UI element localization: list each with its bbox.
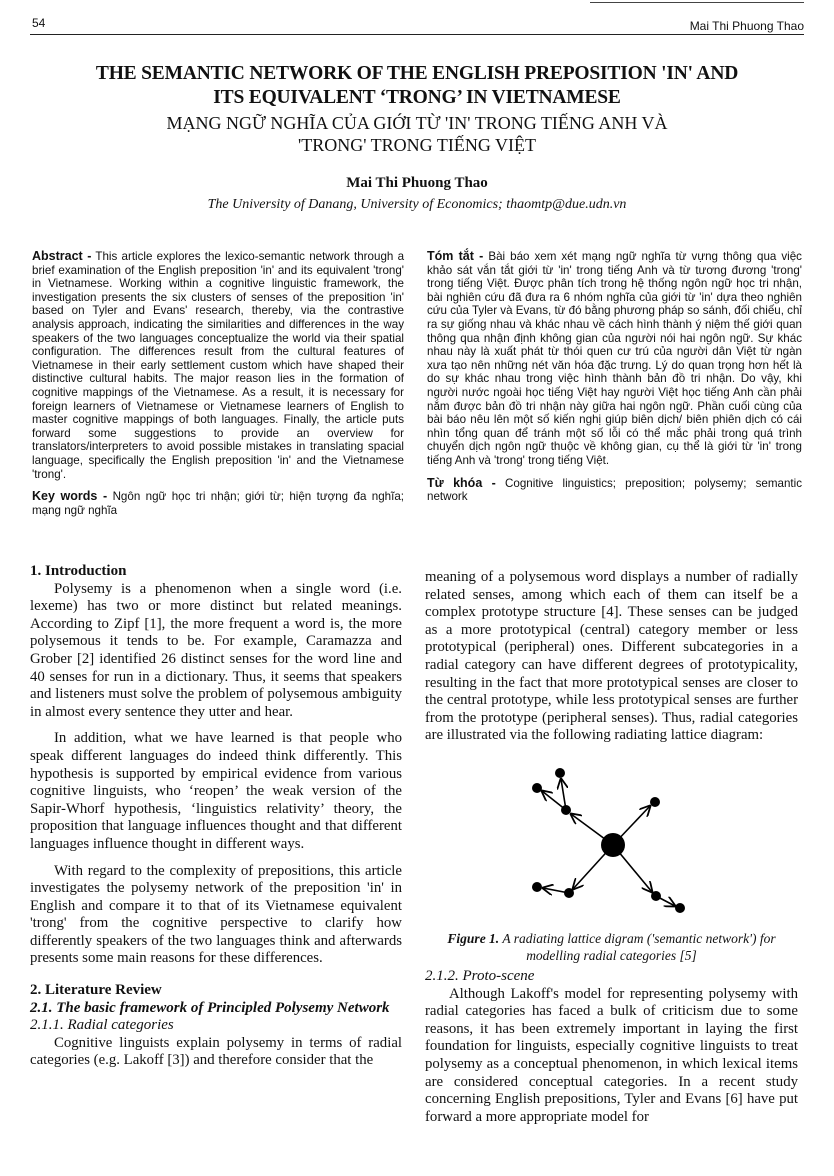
figure-label: Figure 1.: [447, 931, 500, 946]
running-author: Mai Thi Phuong Thao: [689, 19, 804, 33]
subsubsection-heading: 2.1.2. Proto-scene: [425, 968, 535, 984]
radiating-lattice-diagram: [500, 760, 730, 920]
paper-title-vietnamese: [40, 112, 794, 156]
vi-title-line-1: MẠNG NGỮ NGHĨA CỦA GIỚI TỪ 'IN' TRONG TIẾNG ANH VÀ: [166, 113, 668, 133]
body-column-right: [425, 569, 798, 745]
top-rule: [590, 2, 804, 3]
figure-caption: [425, 930, 798, 964]
title-line-2: ITS EQUIVALENT ‘TRONG’ IN VIETNAMESE: [213, 87, 621, 108]
section-heading-literature-review: 2. Literature Review: [30, 982, 162, 999]
author-name: Mai Thi Phuong Thao: [346, 175, 488, 191]
abstract-english: [32, 250, 404, 517]
tu-khoa-label: Từ khóa -: [427, 475, 496, 490]
keywords-vietnamese: [427, 477, 802, 504]
paragraph: Although Lakoff's model for representing polysemy with radial categories has faced a bulk of criticism due to some reasons, it has been extremely important in laying the first foundation for linguists, especially cognitive linguists to treat polysemy as a conceptual phenomenon, in which lexical items are considered conceptual categories. In a recent study concerning English prepositions, Tyler and Evans [6] have put forward a more appropriate model for: [425, 985, 798, 1125]
page-number: 54: [32, 16, 46, 30]
title-line-1: THE SEMANTIC NETWORK OF THE ENGLISH PREPOSITION 'IN' AND: [95, 63, 739, 84]
abstract-text: This article explores the lexico-semantic network through a brief examination of the English preposition 'in' and its equivalent 'trong' in Vietnamese. Working within a cognitive linguistic framework, the investigation presents the six clusters of senses of the preposition 'in' based on Tyler and Evans' research, thereby, via the contrastive analysis approach, indicating the similarities and differences in the way speakers of the two languages conceptualize the world via their spatial configuration. The differences result from the cultural features of Vietnamese in their early settlement custom which have shaped their distinctive cultural habits. The major reason lies in the formation of cognitive mappings of the Vietnamese. As a result, it is necessary for foreign learners of Vietnamese or Vietnamese learners of English to master cognitive mappings of both languages. Finally, the article puts forward some suggestions to provide an overview for translators/interpreters to avoid possible mistakes in translating spacial language, specifically the English preposition 'in' and the Vietnamese 'trong'.: [32, 250, 405, 481]
tom-tat-label: Tóm tắt -: [427, 249, 484, 263]
paragraph: meaning of a polysemous word displays a number of radially related senses, among which each of them can itself be a complex prototype structure [4]. These senses can be judged as a more prototypical (central) category member or less prototypical (peripheral) ones. Different subcategories in a radial category can have different degrees of prototypicality, resulting in the fact that more prototypical senses are closer to the central prototype, while less prototypical senses are further from the prototype (peripheral senses). Thus, radial categories are illustrated via the following radiating lattice diagram:: [425, 569, 798, 744]
tu-khoa-text: Cognitive linguistics; preposition; polysemy; semantic network: [427, 476, 802, 504]
keywords-label: Key words -: [32, 489, 108, 504]
tom-tat-text: Bài báo xem xét mạng ngữ nghĩa từ vựng thông qua việc khảo sát vắn tắt giới từ 'in' trong tiếng Anh và từ tương đương 'trong' trong tiếng Việt. Được phân tích trong hệ thống ngôn ngữ học tri nhận, bài nghiên cứu đã đưa ra 6 nhóm nghĩa của giới từ 'in' dựa theo nghiên cứu của Tyler và Evans, từ đó bằng phương pháp so sánh, đối chiếu, chỉ ra sự giống nhau và khác nhau về cách hình thành ý niệm thế giới quan thông qua nhận định không gian của người nói hai ngôn ngữ. Sự khác nhau này là xuất phát từ thói quen cư trú của người dân Việt từ ngàn xưa tạo nên những nét văn hóa đặc trưng. Lý do quan trọng hơn hết là do sự khác nhau trong việc hình thành bản đồ tri nhận. Do vậy, khi người nước ngoài học tiếng Việt hay người Việt học tiếng Anh cần phải nắm được bản đồ tri nhận này giữa hai ngôn ngữ. Phần cuối cùng của bài báo nêu lên một số kiến nghị giúp biên dịch/ biên phiên dịch có cái nhìn tổng quan để tránh một số lỗi có thể mắc phải trong quá trình chuyển dịch ngôn ngữ thuộc về không gian, cụ thể là giới từ 'in' trong tiếng Anh và 'trong' trong tiếng Việt.: [427, 250, 802, 467]
subsection-heading: 2.1. The basic framework of Principled Polysemy Network: [30, 999, 390, 1016]
paragraph: Polysemy is a phenomenon when a single word (i.e. lexeme) has two or more distinct but related meanings. According to Zipf [1], the more frequent a word is, the more polysemous it tends to be. For example, Caramazza and Grober [2] identified 26 distinct senses for the word line and 40 senses for run in a dictionary. Thus, it seems that speakers and listeners must solve the problem of polysemous ambiguity in almost every sentence they utter and hear.: [30, 580, 402, 720]
abstract-label: Abstract -: [32, 249, 92, 263]
keywords-text: Ngôn ngữ học tri nhận; giới từ; hiện tượng đa nghĩa; mạng ngữ nghĩa: [32, 490, 404, 517]
running-header: [30, 12, 804, 35]
section-heading-introduction: 1. Introduction: [30, 563, 127, 579]
figure-caption-text: A radiating lattice digram ('semantic network') for modelling radial categories [5]: [502, 931, 776, 963]
paragraph: With regard to the complexity of prepositions, this article investigates the polysemy network of the preposition 'in' in English and compare it to that of its Vietnamese equivalent 'trong' from the cognitive perspective to clarify how differently speakers of the two languages think and afterwards presents some main reasons for these differences.: [30, 862, 402, 967]
paragraph: Cognitive linguists explain polysemy in terms of radial categories (e.g. Lakoff [3]) and therefore consider that the: [30, 1034, 402, 1069]
center-node: [601, 833, 625, 857]
keywords-english: [32, 490, 404, 517]
author-affiliation: The University of Danang, University of Economics; thaomtp@due.udn.vn: [207, 197, 627, 212]
body-column-right-lower: [425, 930, 798, 1126]
abstract-vietnamese: [427, 250, 802, 504]
subsubsection-heading: 2.1.1. Radial categories: [30, 1017, 174, 1034]
paper-title: [40, 62, 794, 110]
paragraph: In addition, what we have learned is that people who speak different languages do indeed think differently. This hypothesis is supported by empirical evidence from various cognitive linguists, who ‘reopen’ the weak version of the Sapir-Whorf hypothesis, ‘linguistics relativity’ theory, the proposition that language influences thought and that different languages influence thought in different ways.: [30, 730, 402, 852]
body-column-left: [30, 563, 402, 1070]
vi-title-line-2: 'TRONG' TRONG TIẾNG VIỆT: [298, 135, 536, 155]
